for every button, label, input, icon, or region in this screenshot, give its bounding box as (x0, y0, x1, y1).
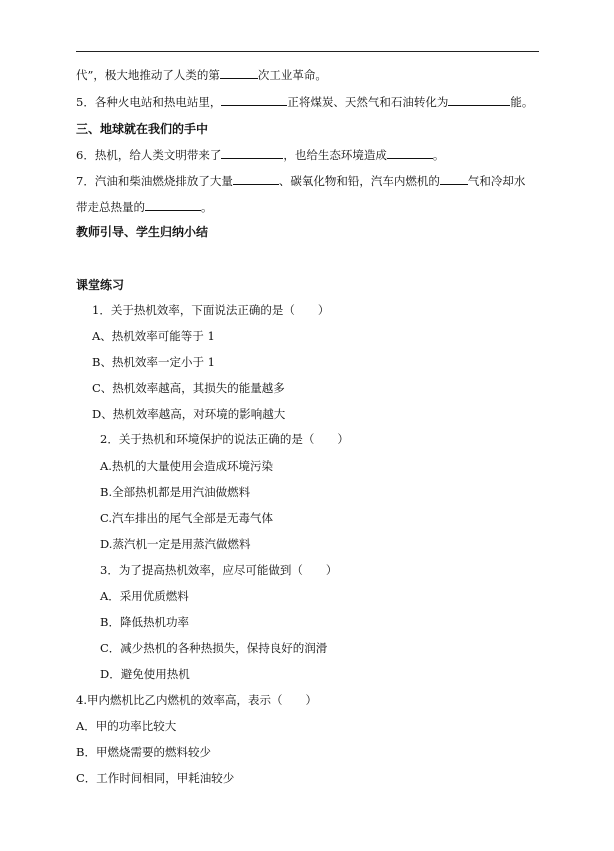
question-1-option-b: B、热机效率一定小于 1 (92, 355, 215, 369)
header-rule (76, 51, 539, 52)
question-4-option-b: B．甲燃烧需要的燃料较少 (76, 745, 211, 759)
question-1-option-a: A、热机效率可能等于 1 (92, 329, 215, 343)
question-4-stem: 4.甲内燃机比乙内燃机的效率高，表示（ ） (76, 693, 317, 707)
blank-underline (145, 199, 201, 211)
question-3-option-b: B．降低热机功率 (100, 615, 189, 629)
section-heading: 三、地球就在我们的手中 (76, 122, 209, 136)
blank-underline (440, 173, 468, 185)
question-4-option-a: A．甲的功率比较大 (76, 719, 177, 733)
fill-in-line-4 (76, 173, 525, 189)
question-3-stem: 3．为了提高热机效率，应尽可能做到（ ） (100, 563, 338, 577)
fill-in-line-1 (76, 67, 327, 83)
question-2-option-a: A.热机的大量使用会造成环境污染 (100, 459, 273, 473)
blank-underline (221, 94, 287, 106)
question-1-option-d: D、热机效率越高，对环境的影响越大 (92, 407, 286, 421)
text-segment: 6．热机，给人类文明带来了 (76, 148, 222, 162)
text-segment: 次工业革命。 (257, 68, 327, 82)
question-1-stem: 1．关于热机效率，下面说法正确的是（ ） (92, 303, 330, 317)
text-segment: 7．汽油和柴油燃烧排放了大量 (76, 174, 233, 188)
question-4-option-c: C．工作时间相同，甲耗油较少 (76, 771, 235, 785)
text-segment: 能。 (510, 95, 534, 109)
text-segment: 正将煤炭、天然气和石油转化为 (287, 95, 449, 109)
fill-in-line-2 (76, 94, 533, 110)
text-segment: 代”，极大地推动了人类的第 (76, 68, 220, 82)
blank-underline (221, 147, 283, 159)
question-2-option-c: C.汽车排出的尾气全部是无毒气体 (100, 511, 274, 525)
text-segment: 带走总热量的 (76, 200, 145, 214)
text-segment: 。 (201, 200, 213, 214)
blank-underline (220, 67, 258, 79)
blank-underline (387, 147, 433, 159)
question-2-option-d: D.蒸汽机一定是用蒸汽做燃料 (100, 537, 251, 551)
text-segment: ，也给生态环境造成 (283, 148, 387, 162)
fill-in-line-5 (76, 199, 213, 215)
text-segment: 。 (432, 148, 445, 162)
text-segment: 气和冷却水 (467, 174, 526, 188)
summary-heading: 教师引导、学生归纳小结 (76, 225, 209, 239)
fill-in-line-3 (76, 147, 444, 163)
question-3-option-d: D．避免使用热机 (100, 667, 190, 681)
blank-underline (448, 94, 510, 106)
question-2-option-b: B.全部热机都是用汽油做燃料 (100, 485, 251, 499)
question-3-option-c: C．减少热机的各种热损失，保持良好的润滑 (100, 641, 328, 655)
question-1-option-c: C、热机效率越高，其损失的能量越多 (92, 381, 285, 395)
question-2-stem: 2．关于热机和环境保护的说法正确的是（ ） (100, 432, 349, 446)
text-segment: 、碳氧化物和铅，汽车内燃机的 (278, 174, 440, 188)
blank-underline (233, 173, 279, 185)
exercise-heading: 课堂练习 (76, 278, 125, 292)
text-segment: 5．各种火电站和热电站里， (76, 95, 222, 109)
question-3-option-a: A．采用优质燃料 (100, 589, 189, 603)
